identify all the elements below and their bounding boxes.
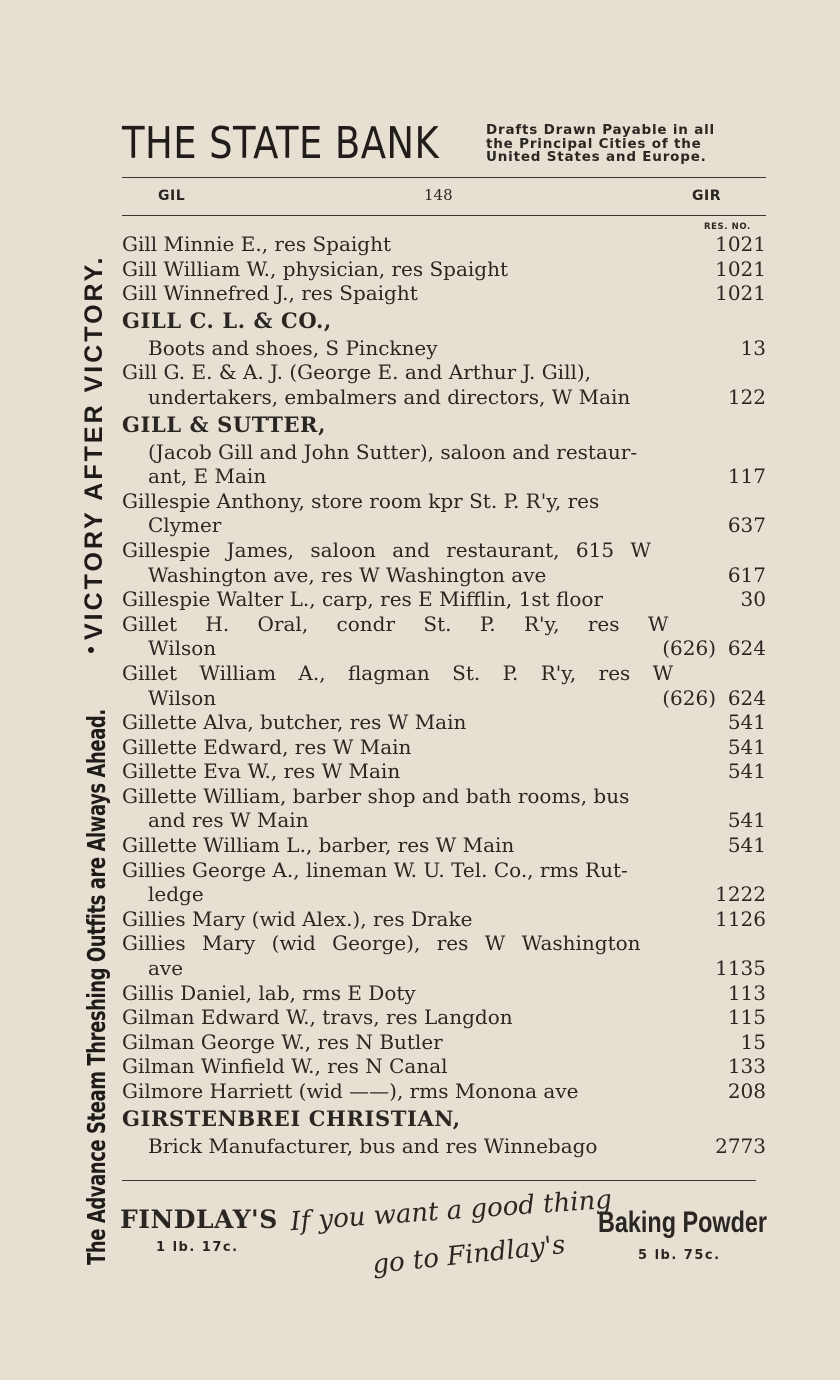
footer-rule — [122, 1180, 756, 1181]
entry-text: Gillies Mary (wid Alex.), res Drake — [122, 906, 473, 931]
entry-line — [122, 1134, 766, 1159]
entry-text: Boots and shoes, S Pinckney — [148, 335, 438, 360]
res-number: 113 — [727, 980, 766, 1005]
entry-text: Wilson — [148, 636, 217, 661]
script-slogan-line2: go to Findlay's — [370, 1229, 567, 1281]
entry-line — [122, 808, 766, 833]
entry-text: Brick Manufacturer, bus and res Winnebago — [148, 1133, 598, 1158]
firm-name: GIRSTENBREI CHRISTIAN, — [122, 1105, 461, 1131]
entry-text: Gilmore Harriett (wid ——), rms Monona ave — [122, 1079, 579, 1103]
firm-heading — [122, 410, 766, 440]
guide-word-left: GIL — [158, 188, 186, 204]
entry-line — [122, 661, 766, 686]
price-small: 1 lb. 17c. — [156, 1240, 239, 1255]
entry-text: Gillespie Anthony, store room kpr St. P. R'y, res — [122, 488, 600, 513]
entry-line — [122, 882, 766, 907]
res-number: 1021 — [715, 232, 766, 256]
entry-text: Clymer — [148, 513, 222, 538]
entry-line — [122, 931, 766, 956]
entry-text: Gill Minnie E., res Spaight — [122, 232, 391, 256]
page-number: 148 — [424, 186, 453, 204]
entry-text: Gillette Alva, butcher, res W Main — [122, 710, 467, 735]
res-number: 1021 — [715, 256, 766, 281]
res-no-column-label: RES. NO. — [704, 222, 751, 232]
res-number: 1135 — [715, 956, 766, 981]
entry-line — [122, 858, 766, 883]
entry-line — [122, 281, 766, 306]
bullet-dot-icon — [88, 647, 94, 653]
res-number: 617 — [727, 562, 766, 587]
header-rule-top — [122, 177, 766, 178]
res-number: 541 — [727, 833, 766, 858]
entry-text: ave — [148, 956, 184, 981]
drafts-notice — [486, 124, 766, 165]
findlay-brand: FINDLAY'S — [120, 1205, 278, 1234]
entry-line — [122, 636, 766, 661]
guide-word-right: GIR — [692, 188, 721, 204]
res-number: 541 — [727, 734, 766, 759]
entry-text: Gill Winnefred J., res Spaight — [122, 281, 418, 306]
entry-line — [122, 360, 766, 385]
entry-text: and res W Main — [148, 808, 309, 833]
entry-line — [122, 232, 766, 257]
res-number: 1021 — [715, 281, 766, 306]
firm-name: GILL C. L. & CO., — [122, 307, 332, 333]
firm-heading — [122, 306, 766, 336]
res-number: 624 — [727, 685, 766, 710]
entry-line — [122, 1005, 766, 1030]
entry-line — [122, 686, 766, 711]
header-rule-bottom — [122, 215, 766, 216]
entry-line — [122, 759, 766, 784]
entry-line — [122, 710, 766, 735]
entry-text: Gill William W., physician, res Spaight — [122, 256, 509, 281]
drafts-line: Drafts Drawn Payable in all — [486, 122, 715, 138]
entry-line — [122, 956, 766, 981]
entry-line — [122, 1079, 766, 1104]
res-number: 30 — [740, 587, 766, 612]
entry-line — [122, 440, 766, 465]
entry-text: Gilman Winfield W., res N Canal — [122, 1054, 448, 1079]
entry-text: Gillet William A., flagman St. P. R'y, res W — [122, 660, 674, 685]
old-number: (626) — [662, 685, 716, 710]
res-number: 15 — [740, 1029, 766, 1054]
res-number: 208 — [727, 1079, 766, 1103]
res-number: 624 — [727, 636, 766, 661]
res-number: 637 — [727, 513, 766, 538]
side-ad-text: The Advance Steam Threshing Outfits are Always Ahead. — [82, 709, 111, 1265]
entry-text: Gillis Daniel, lab, rms E Doty — [122, 980, 416, 1005]
baking-powder-label: Baking Powder — [598, 1206, 768, 1239]
res-number: 13 — [740, 335, 766, 360]
entry-text: Gillette William L., barber, res W Main — [122, 833, 515, 858]
directory-entries — [122, 232, 766, 1158]
res-number: 1222 — [715, 882, 766, 907]
entry-line — [122, 257, 766, 282]
old-number: (626) — [662, 636, 716, 661]
price-large: 5 lb. 75c. — [638, 1248, 721, 1263]
entry-line — [122, 833, 766, 858]
entry-line — [122, 587, 766, 612]
entry-line — [122, 538, 766, 563]
entry-text: Wilson — [148, 685, 217, 710]
entry-line — [122, 385, 766, 410]
res-number: 541 — [727, 759, 766, 784]
entry-text: Gill G. E. & A. J. (George E. and Arthur J. Gill), — [122, 360, 592, 385]
side-slogan: VICTORY AFTER VICTORY. — [80, 254, 108, 640]
firm-name: GILL & SUTTER, — [122, 411, 327, 437]
entry-text: Gillette William, barber shop and bath rooms, bus — [122, 783, 630, 808]
drafts-line: United States and Europe. — [486, 149, 707, 165]
entry-text: Gilman George W., res N Butler — [122, 1029, 443, 1054]
entry-text: Gilman Edward W., travs, res Langdon — [122, 1005, 513, 1030]
res-number: 2773 — [715, 1133, 766, 1158]
res-number: 117 — [727, 464, 766, 489]
bank-title: THE STATE BANK — [122, 118, 440, 169]
res-number: 115 — [727, 1005, 766, 1030]
entry-text: Gillette Eva W., res W Main — [122, 759, 401, 784]
entry-text: Gillies Mary (wid George), res W Washington — [122, 931, 641, 956]
entry-line — [122, 1030, 766, 1055]
entry-text: undertakers, embalmers and directors, W Main — [148, 384, 631, 409]
entry-line — [122, 513, 766, 538]
res-number: 133 — [727, 1054, 766, 1079]
entry-text: ledge — [148, 882, 204, 907]
side-advertisement — [66, 130, 120, 1265]
res-number: 541 — [727, 710, 766, 735]
entry-line — [122, 464, 766, 489]
res-number: 541 — [727, 808, 766, 833]
entry-text: Washington ave, res W Washington ave — [148, 562, 547, 587]
entry-text: (Jacob Gill and John Sutter), saloon and restaur- — [148, 439, 638, 464]
entry-line — [122, 735, 766, 760]
entry-text: Gillespie James, saloon and restaurant, 615 W — [122, 537, 651, 562]
entry-text: Gillies George A., lineman W. U. Tel. Co., rms Rut- — [122, 857, 628, 882]
side-text-strip — [66, 130, 120, 1265]
entry-line — [122, 981, 766, 1006]
entry-text: ant, E Main — [148, 464, 267, 489]
res-number: 1126 — [715, 906, 766, 931]
entry-line — [122, 784, 766, 809]
entry-text: Gillespie Walter L., carp, res E Mifflin, 1st floor — [122, 587, 603, 612]
entry-line — [122, 907, 766, 932]
drafts-line: the Principal Cities of the — [486, 135, 702, 152]
res-number: 122 — [727, 384, 766, 409]
entry-line — [122, 612, 766, 637]
entry-line — [122, 563, 766, 588]
entry-line — [122, 336, 766, 361]
firm-heading — [122, 1104, 766, 1134]
entry-line — [122, 1054, 766, 1079]
entry-text: Gillette Edward, res W Main — [122, 734, 412, 759]
entry-line — [122, 489, 766, 514]
entry-text: Gillet H. Oral, condr St. P. R'y, res W — [122, 611, 669, 636]
script-slogan-line1: If you want a good thing — [289, 1184, 613, 1238]
